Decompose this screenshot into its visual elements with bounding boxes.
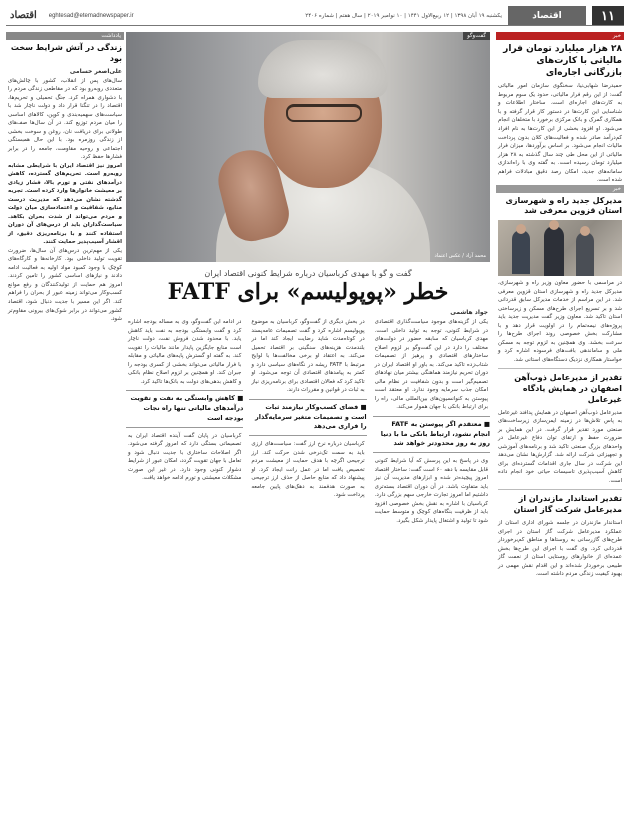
qazvin-headline: مدیرکل جدید راه و شهرسازی استان قزوین معرفی شد — [505, 195, 622, 216]
masthead-right — [508, 6, 624, 25]
right-column — [496, 32, 624, 816]
feature-col-1 — [373, 318, 490, 525]
feature-text: وی در پاسخ به این پرسش که آیا شرایط کنونی قابل مقایسه با دهه ۶۰ است گفت: ساختار اقتصاد امروز پیچیده‌تر شده و ابزارهای مدیریت آن نیز باید متفاوت باشد. در آن دوران اقتصاد بسته‌تری داشتیم اما امروز تجارت خارجی سهم بزرگی دارد. کرباسیان با اشاره به نقش بخش خصوصی افزود باید از ظرفیت بنگاه‌های کوچک و متوسط حمایت شود تا تولید و اشتغال پایدار شکل بگیرد. — [374, 458, 488, 524]
divider — [498, 489, 622, 490]
date-line: یکشنبه ۱۹ آبان ۱۳۹۸ | ۱۲ ربیع‌الاول ۱۴۴۱ | ۱۰ نوامبر ۲۰۱۹ | سال هفتم | شماره ۲۴۰۶ — [305, 12, 502, 19]
zobahan-headline: تقدیر از مدیرعامل ذوب‌آهن اصفهان در همایش یادگاه غیرعامل — [514, 373, 622, 404]
feature-text: در بخش دیگری از گفت‌وگو، کرباسیان به موضوع پوپولیسم اشاره کرد و گفت تصمیمات عامه‌پسند در کوتاه‌مدت شاید رضایت ایجاد کند اما در بلندمدت هزینه‌های سنگینی بر اقتصاد تحمیل می‌کند. به اعتقاد او برخی مخالفت‌ها با لوایح مرتبط با FATF ریشه در نگاه‌های سیاسی دارد و کمتر به پیامدهای اقتصادی آن توجه می‌شود. او تاکید کرد که فعالان اقتصادی برای برنامه‌ریزی نیاز به ثبات در قوانین و مقررات دارند. — [251, 319, 365, 394]
zobahan-body: مدیرعامل ذوب‌آهن اصفهان در همایش پدافند غیرعامل به پاس تلاش‌ها در زمینه ایمن‌سازی زیرساخت‌های صنعتی مورد تقدیر قرار گرفت. در این همایش بر ضرورت حفظ و ارتقای توان دفاع غیرعامل در واحدهای بزرگ صنعتی تاکید شد و برنامه‌های آموزشی و تجهیزاتی شرکت ارائه شد. گزارش‌ها نشان می‌دهد این شرکت در سال جاری اقدامات گسترده‌ای برای کاهش آسیب‌پذیری تاسیسات حیاتی خود انجام داده است. — [498, 409, 622, 484]
tax-evasion-body: حمیدرضا شهابی‌نیا، سخنگوی سازمان امور مالیاتی گفت: از این رقم فرار مالیاتی، حدود یک سوم مربوط به کارت‌های اجاره‌ای است. ساختار اطلاعات و شناسایی این کارت‌ها در دستور کار قرار گرفته و با همکاری گمرک و بانک مرکزی برخورد با متخلفان انجام می‌شود. او افزود بخشی از این کارت‌ها به نام افراد کم‌درآمد صادر شده و فعالیت‌های کلان بدون پرداخت مالیات انجام می‌شود. بر اساس برآوردها، میزان فرار مالیاتی از این محل طی چند سال گذشته به ۲۸ هزار میلیارد تومان رسیده است. به گفته وی با راه‌اندازی سامانه‌های جدید، امکان رصد دقیق مبادلات فراهم شده است. — [498, 83, 622, 184]
feature-byline: جواد هاشمی — [450, 309, 488, 317]
opinion-kicker: یادداشت — [6, 32, 124, 40]
page-number: ۱۱ — [592, 6, 624, 25]
qazvin-body: در مراسمی با حضور معاون وزیر راه و شهرسازی، مدیرکل جدید راه و شهرسازی استان قزوین معرفی شد. در این مراسم از خدمات مدیرکل سابق قدردانی شد و بر تسریع اجرای طرح‌های مسکن و زیرساختی استان تاکید شد. معاون وزیر گفت مدیریت جدید باید پروژه‌های نیمه‌تمام را در اولویت قرار دهد و با مشارکت بخش خصوصی روند اجرای طرح‌ها را سرعت بخشد. وی همچنین به لزوم توجه به مسکن ملی و ساماندهی بافت‌های فرسوده اشاره کرد و خواستار همکاری نزدیک دستگاه‌های استانی شد. — [498, 280, 622, 363]
pull-quote: ■ فضای کسب‌وکار نیازمند ثبات است و تصمیمات متغیر سرمایه‌گذار را فراری می‌دهد — [249, 399, 366, 436]
opinion-body: یکی از مهم‌ترین درس‌های آن سال‌ها، ضرورت تقویت تولید داخلی بود. کارخانه‌ها و کارگاه‌های کوچک با وجود کمبود مواد اولیه به فعالیت ادامه دادند و نیازهای اساسی کشور را تامین کردند. امروز هم حمایت از تولیدکنندگان و رفع موانع کسب‌وکار می‌تواند زمینه عبور از بحران را فراهم کند. اگر این مسیر با جدیت دنبال شود، اقتصاد کشور می‌تواند در برابر شوک‌های بیرونی مقاوم‌تر شود. — [8, 247, 122, 323]
news-kicker: خبر — [496, 32, 624, 40]
left-column — [6, 32, 124, 816]
feature-col-2 — [249, 318, 366, 525]
section-label: اقتصاد — [508, 6, 586, 25]
feature-article — [126, 32, 490, 816]
feature-text: کرباسیان در پایان گفت آینده اقتصاد ایران به تصمیماتی بستگی دارد که امروز گرفته می‌شود. اگر اصلاحات ساختاری با جدیت دنبال شود و تعامل با جهان تقویت گردد، امکان عبور از شرایط دشوار کنونی وجود دارد. در غیر این صورت مشکلات معیشتی و تورم ادامه خواهد یافت. — [128, 432, 242, 482]
feature-headline: خطر «پوپولیسم» برای FATF — [167, 279, 449, 305]
opinion-body-highlight: امروز نیز اقتصاد ایران با شرایطی مشابه روبه‌رو است. تحریم‌های گسترده، کاهش درآمدهای نفتی و تورم بالا، فشار زیادی بر معیشت خانوارها وارد کرده است. تجربه گذشته نشان می‌دهد که مدیریت درست منابع، شفافیت و اعتمادسازی میان دولت و مردم می‌تواند از شدت بحران بکاهد. سیاست‌گذاران باید از درس‌های آن دوران استفاده کنند و با برنامه‌ریزی دقیق، از اقشار آسیب‌پذیر حمایت کنند. — [8, 162, 122, 246]
feature-text: در ادامه این گفت‌وگو، وی به مساله بودجه اشاره کرد و گفت وابستگی بودجه به نفت باید کاهش یابد. با محدود شدن فروش نفت، دولت ناچار است منابع جایگزین پایدار مانند مالیات را تقویت کند. به گفته او گسترش پایه‌های مالیاتی و مقابله با فرار مالیاتی می‌تواند بخشی از کسری بودجه را جبران کند. او همچنین بر لزوم اصلاح نظام بانکی و کاهش بدهی‌های دولت به بانک‌ها تاکید کرد. — [128, 319, 242, 385]
opinion-body: سال‌های پس از انقلاب، کشور با چالش‌های متعددی روبه‌رو بود که در مقاطعی زندگی مردم را با دشواری همراه کرد. جنگ تحمیلی و تحریم‌ها، اقتصاد را در تنگنا قرار داد و دولت ناچار شد با سیاست‌های سهمیه‌بندی و کوپن، کالاهای اساسی را میان مردم توزیع کند. در آن سال‌ها صف‌های طولانی برای دریافت نان، روغن و سوخت بخشی از زندگی روزمره بود. با این حال همبستگی اجتماعی و روحیه مقاومت، جامعه را در برابر فشارها حفظ کرد. — [8, 77, 122, 161]
photo-credit: محمد آزاد / عکس اعتماد — [434, 253, 486, 259]
opinion-headline: زندگی در آتش شرایط سخت بود — [10, 43, 122, 63]
news-kicker: خبر — [496, 185, 624, 193]
mazandaran-headline: تقدیر استاندار مازندران از مدیرعامل شرکت گاز استان — [513, 494, 622, 515]
divider — [498, 368, 622, 369]
ceremony-photo — [498, 220, 622, 276]
email-address[interactable]: eghtesad@etemadnewspaper.ir — [48, 12, 134, 19]
feature-subhead: گفت و گو با مهدی کرباسیان درباره شرایط کنونی اقتصاد ایران — [204, 269, 412, 278]
pull-quote: ■ کاهش وابستگی به نفت و تقویت درآمدهای مالیاتی تنها راه نجات بودجه است — [126, 390, 243, 427]
feature-tag: گفت‌وگو — [463, 32, 490, 40]
feature-col-3 — [126, 318, 243, 525]
masthead — [6, 6, 624, 26]
mazandaran-body: استاندار مازندران در جلسه شورای اداری استان از عملکرد مدیرعامل شرکت گاز استان در اجرای طرح‌های گازرسانی به روستاها و مناطق کم‌برخوردار قدردانی کرد. وی گفت با اجرای این طرح‌ها بخش عمده‌ای از خانوارهای روستایی استان از نعمت گاز طبیعی برخوردار شده‌اند و این اقدام نقش مهمی در بهبود کیفیت زندگی مردم داشته است. — [498, 519, 622, 578]
feature-text: کرباسیان درباره نرخ ارز گفت: سیاست‌های ارزی باید به سمت تک‌نرخی شدن حرکت کند. ارز ترجیحی اگرچه با هدف حمایت از معیشت مردم تخصیص یافت اما در عمل رانت ایجاد کرد. او پیشنهاد داد که منابع حاصل از حذف ارز ترجیحی به صورت هدفمند به دهک‌های پایین جامعه پرداخت شود. — [251, 441, 365, 499]
pull-quote: ■ معتقدم اگر پیوستن به FATF انجام نشود، ارتباط بانکی ما با دنیا روز به روز محدودتر خواهد شد — [373, 416, 490, 453]
feature-text: یکی از گزینه‌های موجود سیاست‌گذاری اقتصادی در شرایط کنونی، توجه به تولید داخلی است. مهدی کرباسیان که سابقه حضور در دولت‌های مختلف را دارد در این گفت‌وگو بر لزوم اصلاح ساختارهای اقتصادی و پرهیز از تصمیمات شتاب‌زده تاکید می‌کند. به باور او اقتصاد ایران در دوران تحریم نیازمند هماهنگی بیشتر میان نهادهای تصمیم‌گیر است و بدون شفافیت در نظام مالی امکان جذب سرمایه وجود ندارد. او معتقد است پیوستن به کنوانسیون‌های بین‌المللی مالی، راه را برای ارتباط بانکی با جهان هموار می‌کند. — [374, 319, 488, 411]
newspaper-logo: اقتصاد — [10, 10, 37, 21]
interviewee-photo — [126, 32, 490, 262]
opinion-author: علی‌اصغر خسامی — [69, 67, 122, 75]
tax-evasion-headline: ۲۸ هزار میلیارد تومان فرار مالیاتی با کارت‌های بازرگانی اجاره‌ای — [503, 44, 622, 79]
feature-columns — [126, 318, 490, 525]
